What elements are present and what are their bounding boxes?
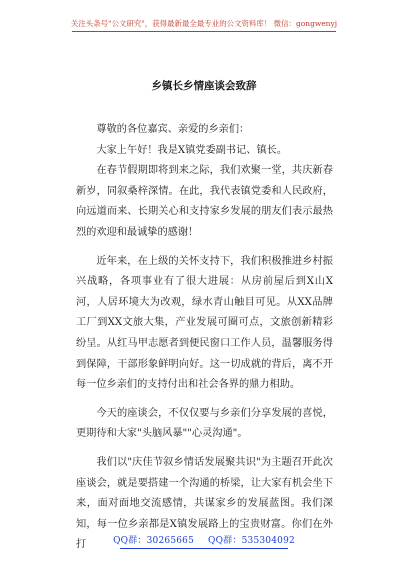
paragraph-purpose: 今天的座谈会，不仅仅要与乡亲们分享发展的喜悦，更期待和大家"头脑风暴""心灵沟通"。 [76, 407, 333, 440]
paragraph-greeting: 大家上午好！我是X镇党委副书记、镇长。 [96, 144, 288, 156]
document-body [76, 120, 333, 556]
paragraph-welcome: 在春节假期即将到来之际，我们欢聚一堂，共庆新春新岁，同叙桑梓深情。在此，我代表镇党委和人民政府，向远道而来、长期关心和支持家乡发展的朋友们表示最热烈的欢迎和最诚挚的感谢！ [76, 165, 333, 238]
footer-underline [120, 548, 288, 549]
paragraph-salutation: 尊敬的各位嘉宾、亲爱的乡亲们： [96, 124, 250, 135]
header-promo-banner: 关注头条号"公文研究"，获得最新最全最专业的公文资料库！ 微信：gongwenyj [70, 19, 338, 28]
paragraph-achievements: 近年来，在上级的关怀支持下，我们积极推进乡村振兴战略，各项事业有了很大进展：从房前屋后到X山X河，人居环境大为改观，绿水青山触目可见。从XX品牌工厂到XX文旅大集，产业发展可圈可点，文旅创新精彩纷呈。从红马甲志愿者到便民窗口工作人员，温馨服务得到保障，干部形象鲜明向好。这一切成就的背后，离不开每一位乡亲们的支持付出和社会各界的鼎力相助。 [76, 255, 333, 391]
header-divider [72, 31, 336, 32]
document-title: 乡镇长乡情座谈会致辞 [151, 80, 257, 92]
footer-contact [0, 533, 408, 546]
footer-qq-group-2: QQ群：535304092 [208, 536, 295, 546]
footer-qq-group-1: QQ群：30265665 [113, 536, 195, 546]
paragraph-theme: 我们以"庆佳节叙乡情话发展聚共识"为主题召开此次座谈会，就是要搭建一个沟通的桥梁，让大家有机会坐下来，面对面地交流感情，共谋家乡的发展蓝图。我们深知，每一位乡亲都是X镇发展路上的宝贵财富。你们在外打 [76, 456, 333, 551]
